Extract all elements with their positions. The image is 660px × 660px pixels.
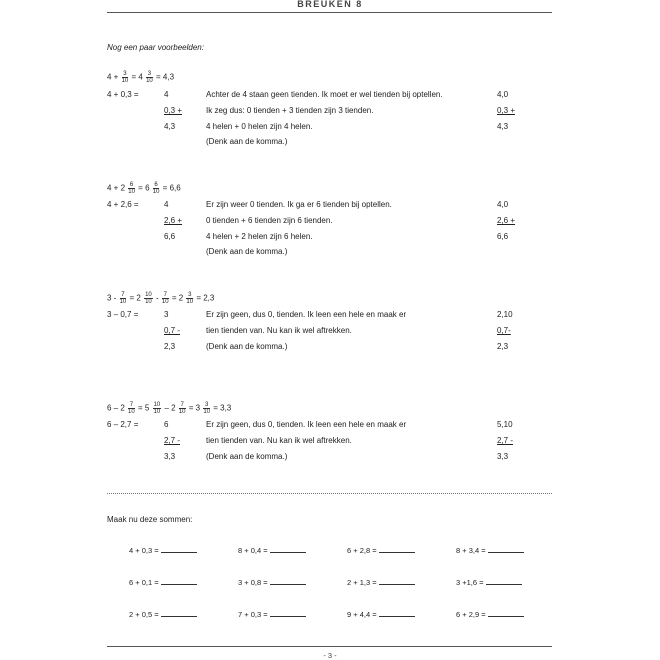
example2-row-1-lhs: 4 + 2,6 =	[107, 200, 139, 209]
exercise-item: 6 + 0,1 =	[129, 577, 197, 587]
exercise-item: 6 + 2,8 =	[347, 545, 415, 555]
example4-row-3-result: 3,3	[497, 452, 509, 461]
example3-row-2-calc: 0,7 -	[164, 326, 181, 335]
exercises-title: Maak nu deze sommen:	[107, 515, 193, 524]
example2-row-1-text: Er zijn weer 0 tienden. Ik ga er 6 tienden bij optellen.	[206, 200, 392, 209]
example4-row-1-lhs: 6 – 2,7 =	[107, 420, 139, 429]
exercise-item: 7 + 0,3 =	[238, 609, 306, 619]
answer-blank[interactable]	[488, 609, 524, 617]
exercise-item: 8 + 3,4 =	[456, 545, 524, 555]
exercise-item: 8 + 0,4 =	[238, 545, 306, 555]
exercise-item: 6 + 2,9 =	[456, 609, 524, 619]
answer-blank[interactable]	[161, 609, 197, 617]
fraction: $\frac{3}{10}$	[203, 402, 210, 415]
answer-blank[interactable]	[379, 577, 415, 585]
example3-formula: 3 - $\frac{7}{10}$ = 2 $\frac{10}{10}$ - $\frac{7}{10}$ = 2 $\frac{3}{10}$ = 2,3	[107, 292, 215, 305]
example2-row-1-calc: 4	[164, 200, 169, 209]
example4-note: (Denk aan de komma.)	[206, 452, 288, 461]
example2-row-2-result: 2,6 +	[497, 216, 516, 225]
exercise-item: 3 + 0,8 =	[238, 577, 306, 587]
footer-rule	[107, 646, 552, 647]
example4-row-2-text: tien tienden van. Nu kan ik wel aftrekken.	[206, 436, 352, 445]
example3-note: (Denk aan de komma.)	[206, 342, 288, 351]
fraction: $\frac{7}{10}$	[128, 402, 135, 415]
example3-row-2-text: tien tienden van. Nu kan ik wel aftrekken.	[206, 326, 352, 335]
example1-row-3-result: 4,3	[497, 122, 509, 131]
example4-row-3-calc: 3,3	[164, 452, 176, 461]
example3-row-3-calc: 2,3	[164, 342, 176, 351]
example1-row-2-result: 0,3 +	[497, 106, 516, 115]
exercise-item: 2 + 1,3 =	[347, 577, 415, 587]
example2-row-2-calc: 2,6 +	[164, 216, 183, 225]
example1-row-1-result: 4,0	[497, 90, 509, 99]
example2-row-3-result: 6,6	[497, 232, 509, 241]
answer-blank[interactable]	[270, 609, 306, 617]
example1-row-3-text: 4 helen + 0 helen zijn 4 helen.	[206, 122, 313, 131]
example1-row-1-calc: 4	[164, 90, 169, 99]
example2-row-2-text: 0 tienden + 6 tienden zijn 6 tienden.	[206, 216, 333, 225]
fraction: $\frac{3}{10}$	[146, 71, 153, 84]
header-rule	[107, 12, 552, 13]
fraction: $\frac{6}{10}$	[152, 182, 160, 195]
example1-note: (Denk aan de komma.)	[206, 137, 288, 146]
page-header-title: BREUKEN 8	[297, 0, 363, 9]
example2-row-1-result: 4,0	[497, 200, 509, 209]
fraction: $\frac{10}{10}$	[153, 402, 161, 415]
exercise-item: 4 + 0,3 =	[129, 545, 197, 555]
example4-row-1-result: 5,10	[497, 420, 513, 429]
example3-row-1-result: 2,10	[497, 310, 513, 319]
example1-formula: 4 + $\frac{3}{10}$ = 4 $\frac{3}{10}$ = 4,3	[107, 71, 175, 84]
fraction: $\frac{7}{10}$	[161, 292, 169, 305]
answer-blank[interactable]	[161, 577, 197, 585]
dotted-separator	[107, 493, 552, 494]
example4-row-1-text: Er zijn geen, dus 0, tienden. Ik leen een hele en maak er	[206, 420, 407, 429]
answer-blank[interactable]	[270, 545, 306, 553]
answer-blank[interactable]	[486, 577, 522, 585]
example2-row-3-calc: 6,6	[164, 232, 176, 241]
example1-row-1-text: Achter de 4 staan geen tienden. Ik moet er wel tienden bij optellen.	[206, 90, 443, 99]
fraction: $\frac{6}{10}$	[128, 182, 135, 195]
exercise-item: 3 +1,6 =	[456, 577, 522, 587]
example4-formula: 6 – 2 $\frac{7}{10}$ = 5 $\frac{10}{10}$ – 2 $\frac{7}{10}$ = 3 $\frac{3}{10}$ = 3,3	[107, 402, 232, 415]
example1-row-2-text: Ik zeg dus: 0 tienden + 3 tienden zijn 3 tienden.	[206, 106, 374, 115]
example4-row-2-result: 2,7 -	[497, 436, 514, 445]
example2-row-3-text: 4 helen + 2 helen zijn 6 helen.	[206, 232, 313, 241]
example2-formula: 4 + 2 $\frac{6}{10}$ = 6 $\frac{6}{10}$ = 6,6	[107, 182, 181, 195]
fraction: $\frac{7}{10}$	[178, 402, 186, 415]
answer-blank[interactable]	[270, 577, 306, 585]
answer-blank[interactable]	[379, 545, 415, 553]
example4-row-2-calc: 2,7 -	[164, 436, 181, 445]
example1-row-1-lhs: 4 + 0,3 =	[107, 90, 139, 99]
example1-row-2-calc: 0,3 +	[164, 106, 183, 115]
example4-row-1-calc: 6	[164, 420, 169, 429]
page-number: - 3 -	[323, 651, 337, 660]
fraction: $\frac{10}{10}$	[145, 292, 152, 305]
fraction: $\frac{7}{10}$	[119, 292, 127, 305]
example3-row-3-result: 2,3	[497, 342, 509, 351]
exercise-item: 2 + 0,5 =	[129, 609, 197, 619]
example3-row-1-lhs: 3 – 0,7 =	[107, 310, 139, 319]
example3-row-1-calc: 3	[164, 310, 169, 319]
intro-text: Nog een paar voorbeelden:	[107, 43, 204, 52]
fraction: $\frac{3}{10}$	[186, 292, 194, 305]
answer-blank[interactable]	[379, 609, 415, 617]
exercise-item: 9 + 4,4 =	[347, 609, 415, 619]
answer-blank[interactable]	[161, 545, 197, 553]
example3-row-2-result: 0,7-	[497, 326, 511, 335]
example1-row-3-calc: 4,3	[164, 122, 176, 131]
example3-row-1-text: Er zijn geen, dus 0, tienden. Ik leen een hele en maak er	[206, 310, 407, 319]
example2-note: (Denk aan de komma.)	[206, 247, 288, 256]
answer-blank[interactable]	[488, 545, 524, 553]
fraction: $\frac{3}{10}$	[121, 71, 129, 84]
